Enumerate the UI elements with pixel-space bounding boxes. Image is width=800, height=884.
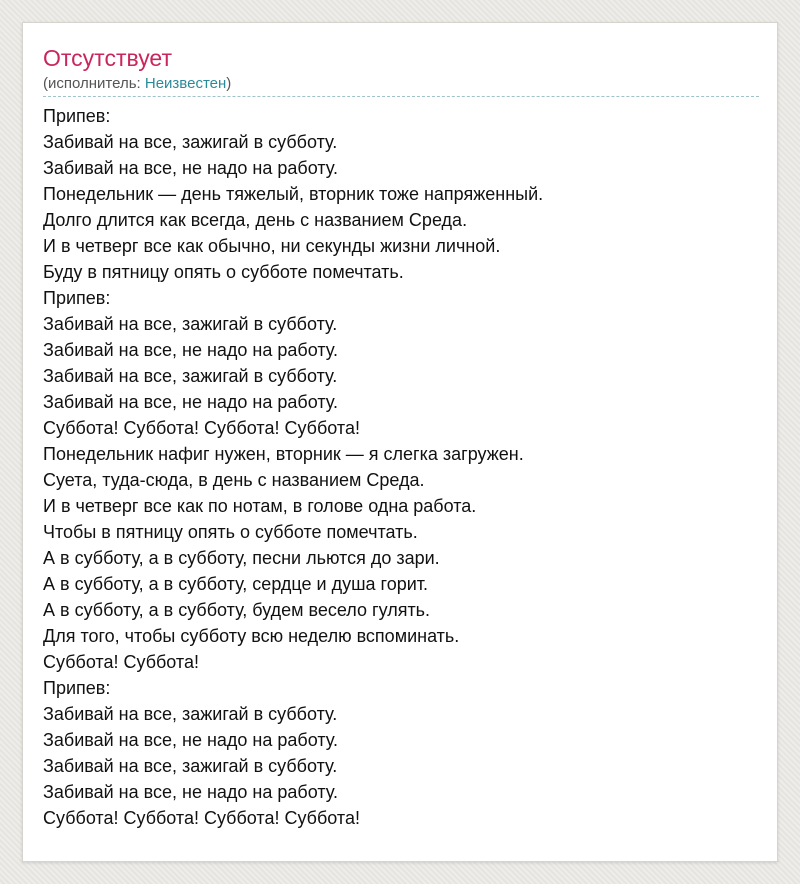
lyric-line: Буду в пятницу опять о субботе помечтать. <box>43 262 404 282</box>
lyric-line: Суббота! Суббота! Суббота! Суббота! <box>43 808 360 828</box>
lyric-line: Забивай на все, зажигай в субботу. <box>43 132 338 152</box>
lyric-line: И в четверг все как по нотам, в голове одна работа. <box>43 496 477 516</box>
lyric-line: Понедельник — день тяжелый, вторник тоже напряженный. <box>43 184 544 204</box>
lyric-line: А в субботу, а в субботу, песни льются до зари. <box>43 548 440 568</box>
artist-suffix: ) <box>226 75 232 92</box>
song-header <box>43 43 759 97</box>
lyric-line: Забивай на все, не надо на работу. <box>43 392 338 412</box>
lyric-line: Забивай на все, не надо на работу. <box>43 340 338 360</box>
artist-line <box>43 74 759 94</box>
song-title: Отсутствует <box>43 45 172 71</box>
lyric-line: Долго длится как всегда, день с названием Среда. <box>43 210 468 230</box>
lyric-line: Забивай на все, зажигай в субботу. <box>43 366 338 386</box>
lyric-line: Забивай на все, не надо на работу. <box>43 158 338 178</box>
lyric-line: Забивай на все, зажигай в субботу. <box>43 314 338 334</box>
lyric-line: Припев: <box>43 678 111 698</box>
lyric-line: Забивай на все, зажигай в субботу. <box>43 756 338 776</box>
lyric-line: Для того, чтобы субботу всю неделю вспоминать. <box>43 626 460 646</box>
lyric-line: А в субботу, а в субботу, сердце и душа горит. <box>43 574 429 594</box>
lyric-line: Забивай на все, зажигай в субботу. <box>43 704 338 724</box>
artist-link[interactable]: Неизвестен <box>144 75 227 92</box>
lyrics-text <box>43 103 759 831</box>
lyric-line: И в четверг все как обычно, ни секунды жизни личной. <box>43 236 501 256</box>
lyric-line: Суббота! Суббота! <box>43 652 199 672</box>
lyric-line: Понедельник нафиг нужен, вторник — я слегка загружен. <box>43 444 524 464</box>
lyrics-card <box>22 22 778 862</box>
artist-prefix: (исполнитель: <box>43 75 145 92</box>
lyric-line: Чтобы в пятницу опять о субботе помечтать. <box>43 522 418 542</box>
lyric-line: Припев: <box>43 106 111 126</box>
lyric-line: Суета, туда-сюда, в день с названием Среда. <box>43 470 425 490</box>
lyric-line: Забивай на все, не надо на работу. <box>43 782 338 802</box>
lyric-line: А в субботу, а в субботу, будем весело гулять. <box>43 600 431 620</box>
lyric-line: Суббота! Суббота! Суббота! Суббота! <box>43 418 360 438</box>
lyric-line: Забивай на все, не надо на работу. <box>43 730 338 750</box>
lyric-line: Припев: <box>43 288 111 308</box>
